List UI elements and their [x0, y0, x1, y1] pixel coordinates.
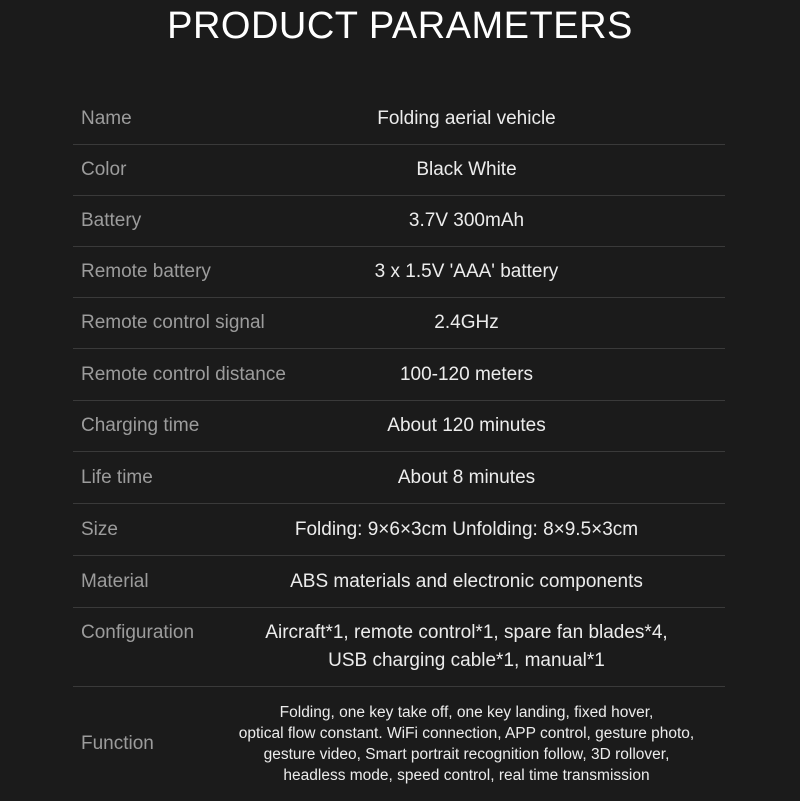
- row-value: Folding aerial vehicle: [377, 108, 556, 129]
- row-label: Remote battery: [81, 261, 211, 282]
- row-label: Function: [81, 733, 154, 754]
- page-title: PRODUCT PARAMETERS: [167, 5, 633, 47]
- row-value: About 120 minutes: [387, 415, 546, 436]
- row-value: Black White: [416, 159, 517, 180]
- table-row: [73, 196, 725, 247]
- row-value: 3.7V 300mAh: [408, 210, 525, 231]
- table-row: [73, 504, 725, 556]
- row-value: About 8 minutes: [397, 466, 536, 488]
- parameters-table: [73, 94, 725, 801]
- row-label: Size: [81, 518, 118, 540]
- row-label: Battery: [81, 210, 142, 231]
- row-label: Charging time: [81, 415, 200, 436]
- row-label: Remote control signal: [81, 312, 265, 333]
- table-row: [73, 298, 725, 349]
- row-label: Remote control distance: [81, 363, 286, 385]
- row-label: Material: [81, 570, 149, 592]
- table-row: [73, 556, 725, 608]
- row-value: Folding: 9×6×3cm Unfolding: 8×9.5×3cm: [294, 518, 639, 540]
- table-row: [73, 247, 725, 298]
- row-value: 2.4GHz: [434, 312, 499, 333]
- table-row: [73, 94, 725, 145]
- table-row: [73, 687, 725, 801]
- table-row: [73, 349, 725, 401]
- table-row: [73, 145, 725, 196]
- row-label: Color: [81, 159, 127, 180]
- row-value: ABS materials and electronic components: [290, 570, 643, 592]
- row-label: Configuration: [81, 622, 195, 643]
- table-row: [73, 452, 725, 504]
- row-label: Name: [81, 108, 132, 129]
- row-label: Life time: [81, 466, 153, 488]
- row-value: Aircraft*1, remote control*1, spare fan blades*4, USB charging cable*1, manual*1: [265, 622, 668, 671]
- row-value: 100-120 meters: [399, 363, 534, 385]
- table-row: [73, 608, 725, 687]
- row-value: 3 x 1.5V 'AAA' battery: [374, 261, 559, 282]
- table-row: [73, 401, 725, 452]
- row-value: Folding, one key take off, one key landing, fixed hover, optical flow constant. WiFi connection, APP control, gesture photo, gesture video, Smart portrait recognition follow, 3D rollover, headless mode, speed control, real time transmission: [238, 704, 695, 784]
